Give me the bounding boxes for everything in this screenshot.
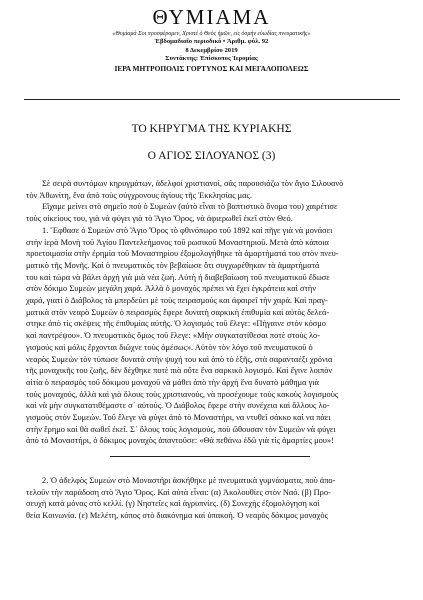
text-line: σευχὴ κατὰ μόνας στὸ κελλί. (γ) Νηστεῖες καὶ ἀγρυπνίες. (δ) Συνεχὴς ἐξομολόγηση καὶ — [26, 499, 320, 509]
text-line: ματικὰ στὸν νεαρὸ Συμεὼν ὁ πειρασμὸς ἔφερε δυνατὴ σαρκικὴ ἐπιθυμία καὶ αὐτὸς δελεά- — [26, 307, 330, 317]
article-body — [26, 178, 398, 447]
text-line: νεαρὸς Συμεὼν τὸν τύπωσε δυνατὰ στὴν ψυχή του καὶ ἀπὸ τὸ ἑξῆς, στὰ σαρανταέξι χρόνια — [26, 354, 333, 364]
text-line: Εἴχαμε μείνει στὸ σημεῖο ποὺ ὁ Συμεὼν (αὐτὸ εἶναι τὸ βαπτιστικὸ ὄνομα του) χαιρέτισε — [42, 202, 338, 212]
text-line: 1. Ἔφθασε ὁ Συμεὼν στὸ Ἅγιο Ὄρος τὸ φθινόπωρο τοῦ 1892 καὶ πῆγε γιὰ νὰ μονάσει — [42, 225, 333, 235]
text-line: ἀπὸ τὸ Μοναστήρι, ὁ δόκιμος μοναχὸς ἀπαντοῦσε: «Θὰ πεθάνω ἐδῶ γιὰ τὶς ἁμαρτίες μου»! — [26, 436, 334, 446]
text-line: τοὺς οἰκείους του, γιὰ νὰ φύγει γιὰ τὸ Ἅγιο Ὄρος, νὰ ἀφιερωθεῖ ἐκεῖ στὸν Θεό. — [26, 214, 293, 224]
text-line: ματικὸ τῆς Μονῆς. Καὶ ὁ πνευματικὸς τὸν βεβαίωσε ὅτι συγχωρέθηκαν τὰ ἁμαρτήματά — [26, 260, 320, 270]
text-line: στὴν ἔρημο καὶ θὰ σωθεῖ ἐκεῖ. Σ᾽ ὅλους τοὺς λογισμούς, ποὺ ὤθουσαν τὸν Συμεὼν νὰ φύγει — [26, 424, 336, 434]
text-line: τελοῦν τὴν παράδοση στὸ Ἅγιο Ὄρος. Καὶ αὐτὰ εἶναι: (α) Ἀκολουθίες στὸν Ναό. (β) Προ- — [26, 487, 331, 497]
text-line: τοὺς μοναχούς, ἀλλὰ καὶ γιὰ ὅλους τοὺς χριστιανούς, νὰ προσέχουμε τοὺς κακοὺς λογισμοὺς — [26, 389, 339, 399]
text-line: τῆς μοναχικῆς του ζωῆς, δὲν δέχθηκε ποτὲ πιὰ οὔτε ἕνα σαρκικὸ λογισμό. Καὶ ἔγινε λοιπὸν — [26, 366, 333, 376]
issue-date: 8 Δεκεμβρίου 2019 — [185, 46, 238, 54]
text-line: τὸν Ἀθωνίτη, ἕνα ἀπὸ τοὺς σύγχρονους ἁγίους τῆς Ἐκκλησίας μας. — [26, 190, 252, 200]
text-line: γισμούς καὶ μόλις ἔρχονται διῶχνε τοὺς ἀμέσως». Αὐτὸν τὸν λόγο τοῦ πνευματικοῦ ὁ — [26, 342, 313, 352]
text-line: αἰτία ὁ πειρασμὸς τοῦ δόκιμου μοναχοῦ νὰ μάθει ἀπὸ τὴν ἀρχὴ ἕνα δυνατὸ μάθημα γιὰ — [26, 377, 319, 387]
section-title: ΤΟ ΚΗΡΥΓΜΑ ΤΗΣ ΚΥΡΙΑΚΗΣ — [131, 123, 292, 135]
masthead-divider — [24, 99, 400, 100]
text-line: προετοιμασία στὴν ἐρημία τοῦ Μοναστηρίου ἐξομολογήθηκε τὰ ἁμαρτήματά του στὸν πνευ- — [26, 249, 339, 259]
text-line: καὶ νὰ μὴν συγκατατιθέμαστε σ᾽ αὐτούς. Ὁ Διάβολος ἔφερε στὴν συνέχεια καὶ ἄλλους λο- — [26, 401, 330, 411]
article-subtitle: Ο ΑΓΙΟΣ ΣΙΛΟΥΑΝΟΣ (3) — [147, 150, 276, 162]
text-line: στὸν δόκιμο Συμεὼν μεγάλη χαρά. Ἀλλὰ ὁ μοναχὸς πρέπει νὰ ἔχει ἐγκράτεια καὶ στὴν — [26, 284, 317, 294]
edition-line: Ἑβδομαδιαῖο περιοδικό • Ἀριθμ. φύλ. 92 — [154, 38, 269, 45]
text-line: Σὲ σειρὰ συντόμων κηρυγμάτων, ἀδελφοί χριστιανοί, σᾶς παρουσιάζω τὸν ἅγιο Σιλουανὸ — [42, 179, 344, 188]
editor-line: Συντάκτης: Ἐπίσκοπος Ἱερομίας — [165, 55, 258, 63]
masthead — [0, 6, 423, 73]
publication-motto: «Θυμίαμά Σοι προσφέρομεν, Χριστὲ ὁ Θεὸς ἡμῶν, εἰς ὀσμὴν εὐωδίας πνευματικῆς» — [112, 31, 311, 37]
article-body-continued — [26, 475, 398, 522]
text-line: 2. Ὁ ἀδελφὸς Συμεὼν στὸ Μοναστήρι ἀσκήθηκε μὲ πνευματικὰ γυμνάσματα, ποὺ ἀπο- — [42, 476, 336, 485]
metropolis-name: ΙΕΡΑ ΜΗΤΡΟΠΟΛΙΣ ΓΟΡΤΥΝΟΣ ΚΑΙ ΜΕΓΑΛΟΠΟΛΕΩΣ — [114, 63, 309, 73]
text-line: χαρά, γιατὶ ὁ Διάβολος τὰ μπερδεύει μὲ τοὺς πειρασμούς και ἀφαιρεῖ τὴν χαρά. Καὶ πραγ- — [26, 296, 328, 306]
section-divider — [110, 456, 310, 457]
text-line: καὶ παντρέψου». Ὁ πνευματικὸς ὅμως τοῦ ἔλεγε: «Μὴν συγκατατίθεσαι ποτὲ στοὺς λο- — [26, 331, 320, 341]
text-line: στὴν ἱερὰ Μονὴ τοῦ Ἁγίου Παντελεήμονος τοῦ ρωσικοῦ Μοναστηριοῦ. Μετὰ ἀπὸ κάποια — [26, 237, 329, 247]
text-line: στηκε ἀπὸ τὶς σκέψεις τῆς ἐπιθυμίας αὐτῆς. Ὁ λογισμός τοῦ ἔλεγε: «Πήγαινε στὸν κόσμο — [26, 319, 326, 329]
text-line: γισμοὺς στὸν Συμεών. Τοῦ ἔλεγε νὰ φύγει ἀπὸ τὸ Μοναστήρι, να ντυθεῖ σάκκο καὶ να πάει — [26, 413, 331, 423]
text-line: θεία Κοινωνία. (ε) Μελέτη, κόπος στὸ διακόνημα καὶ ὑπακοή. Ὁ νεαρὸς δόκιμος μοναχὸς — [26, 511, 328, 521]
publication-title: ΘΥΜΙΑΜΑ — [152, 5, 271, 29]
text-line: του καὶ τώρα νὰ βάλει ἀρχὴ γιὰ μιὰ νέα ζωή. Αὐτὴ ἡ διαβεβαίωση τοῦ πνευματικοῦ ἔδωσε — [26, 272, 330, 282]
